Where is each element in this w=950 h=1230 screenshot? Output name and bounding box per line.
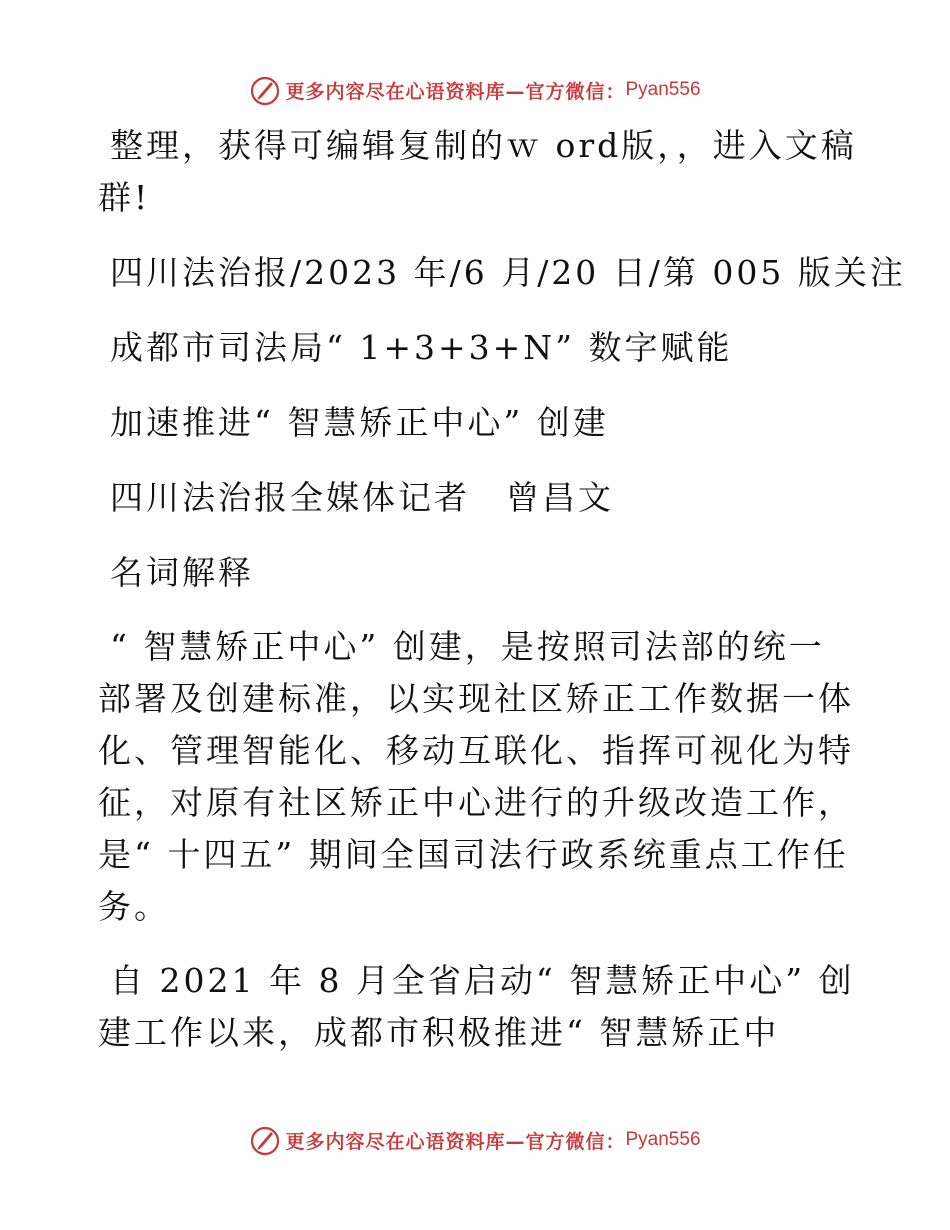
watermark-text: 更多内容尽在心语资料库—官方微信： (285, 1130, 626, 1153)
source-line: 四川法治报/2023 年/6 月/20 日/第 005 版关注 (110, 253, 906, 292)
headline: 成都市司法局“ 1+3+3+N” 数字赋能 (110, 328, 733, 367)
paragraph-line: 务。 (98, 887, 170, 926)
watermark-header (0, 70, 950, 110)
paragraph-line: 化、管理智能化、移动互联化、指挥可视化为特 (98, 731, 854, 770)
document-body (98, 120, 906, 1059)
intro-line: 群! (98, 178, 151, 217)
paragraph-line: 自 2021 年 8 月全省启动“ 智慧矫正中心” 创 (110, 961, 855, 1000)
watermark-text: 更多内容尽在心语资料库—官方微信： (285, 80, 626, 103)
watermark-wechat-id: Pyan556 (625, 1129, 701, 1150)
quill-logo-icon (249, 1124, 281, 1156)
subheadline: 加速推进“ 智慧矫正中心” 创建 (110, 403, 609, 442)
intro-line: 整理，获得可编辑复制的ｗ ord版，，进入文稿 (110, 126, 857, 165)
paragraph-line: 是“ 十四五” 期间全国司法行政系统重点工作任 (98, 835, 849, 874)
quill-logo-icon (249, 74, 281, 106)
section-label: 名词解释 (110, 553, 254, 592)
paragraph-line: “ 智慧矫正中心” 创建，是按照司法部的统一 (110, 627, 825, 666)
watermark-wechat-id: Pyan556 (625, 79, 701, 100)
paragraph-line: 部署及创建标准，以实现社区矫正工作数据一体 (98, 679, 854, 718)
byline: 四川法治报全媒体记者 曾昌文 (110, 478, 614, 517)
watermark-footer (0, 1120, 950, 1160)
paragraph-line: 征，对原有社区矫正中心进行的升级改造工作， (98, 783, 854, 822)
paragraph-line: 建工作以来，成都市积极推进“ 智慧矫正中 (98, 1013, 780, 1052)
